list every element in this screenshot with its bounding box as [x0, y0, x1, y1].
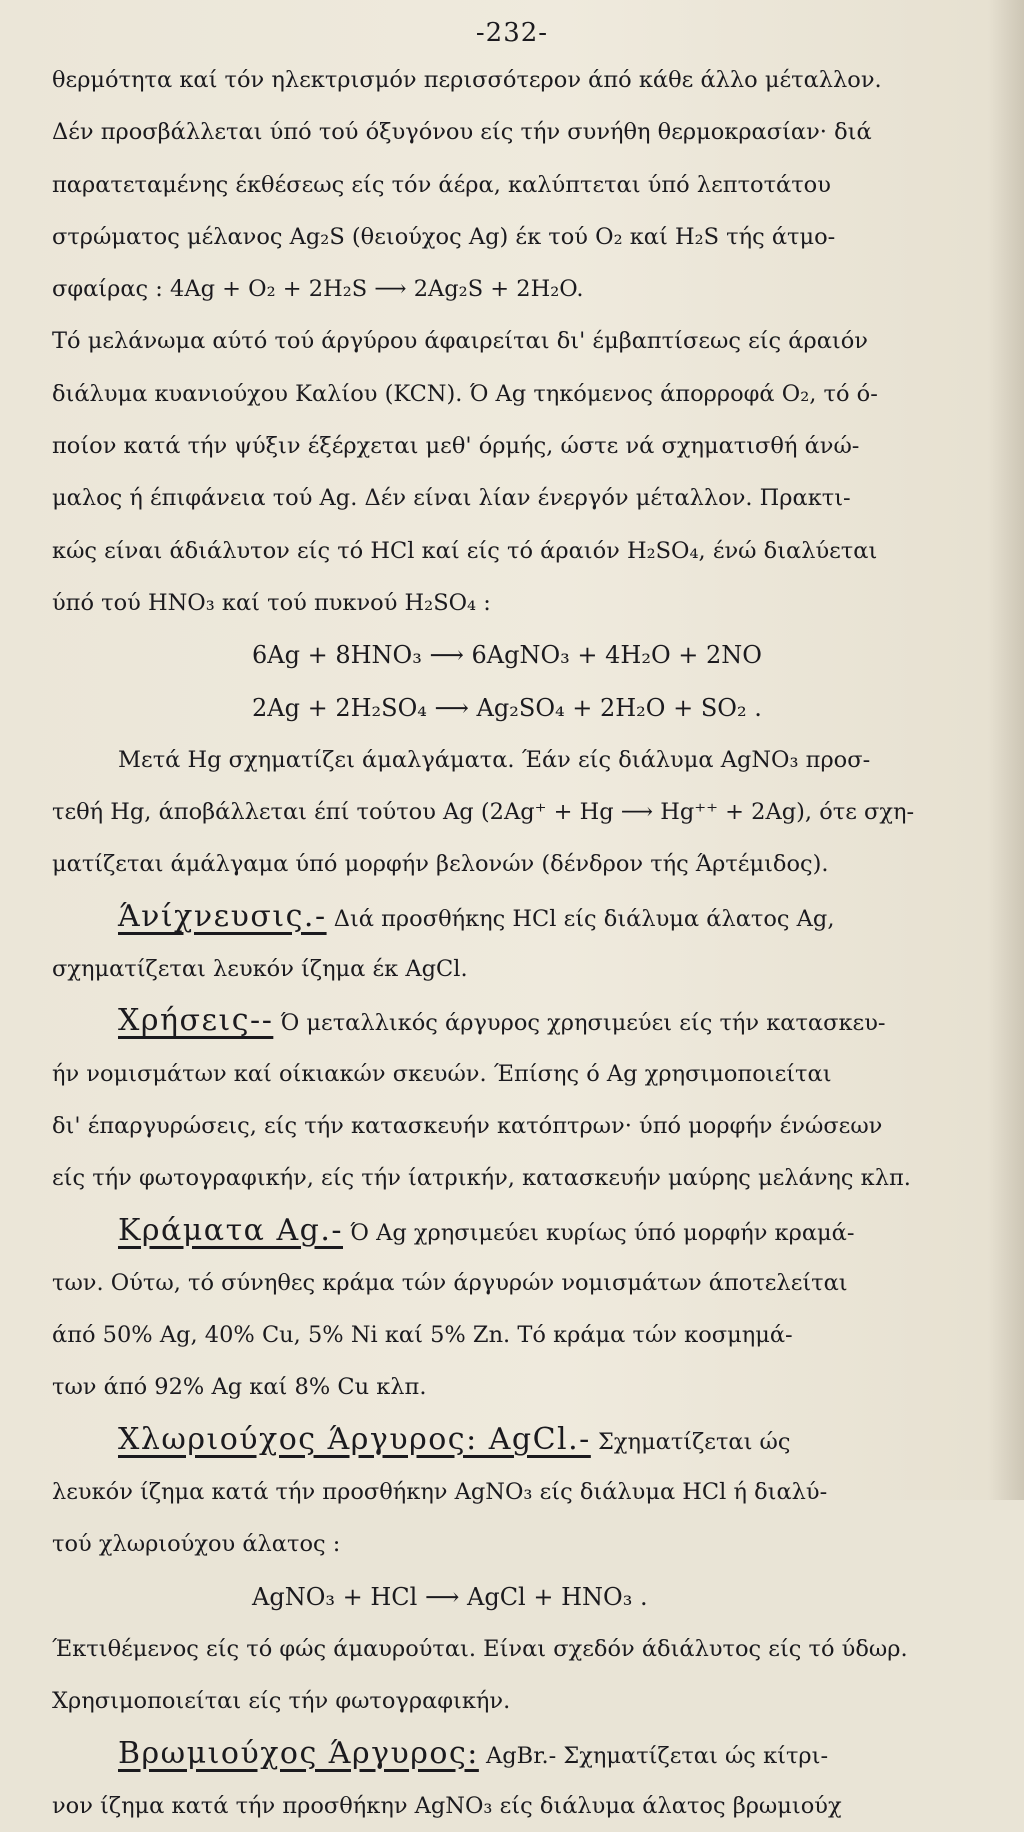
line-text: διάλυμα κυανιούχου Καλίου (KCN). Ό Ag τηκόμενος άπορροφά O₂, τό ό-	[52, 380, 878, 407]
text-line	[52, 525, 992, 577]
page-edge-shadow	[988, 0, 1024, 1500]
line-text: 6Ag + 8HNO₃ ⟶ 6AgNO₃ + 4H₂O + 2NO	[252, 641, 762, 670]
line-text: Μετά Hg σχηματίζει άμαλγάματα. Έάν είς διάλυμα AgNO₃ προσ-	[118, 746, 871, 773]
line-text: άπό 50% Ag, 40% Cu, 5% Ni καί 5% Zn. Τό κράμα τών κοσμημά-	[52, 1322, 793, 1349]
line-text: ποίον κατά τήν ψύξιν έξέρχεται μεθ' όρμής, ώστε νά σχηματισθή άνώ-	[52, 433, 860, 460]
line-text: ήν νομισμάτων καί οίκιακών σκευών. Έπίσης ό Ag χρησιμοποιείται	[52, 1060, 832, 1087]
line-text: AgNO₃ + HCl ⟶ AgCl + HNO₃ .	[252, 1582, 648, 1611]
text-line	[52, 1257, 992, 1309]
line-text: Χρησιμοποιείται είς τήν φωτογραφικήν.	[52, 1688, 511, 1715]
text-line	[52, 54, 992, 106]
line-text: των άπό 92% Ag καί 8% Cu κλπ.	[52, 1374, 427, 1401]
text-line	[52, 1466, 992, 1518]
text-line	[52, 1623, 992, 1675]
text-line	[52, 943, 992, 995]
text-line	[52, 1361, 992, 1413]
text-line	[52, 891, 992, 943]
line-text: Ό μεταλλικός άργυρος χρησιμεύει είς τήν κατασκευ-	[273, 1010, 886, 1037]
text-line	[52, 368, 992, 420]
line-text: στρώματος μέλανος Ag₂S (θειούχος Ag) έκ τού O₂ καί H₂S τής άτμο-	[52, 223, 836, 250]
text-line	[52, 577, 992, 629]
text-line	[52, 159, 992, 211]
text-line	[52, 211, 992, 263]
text-line	[52, 1780, 992, 1832]
line-text: τεθή Hg, άποβάλλεται έπί τούτου Ag (2Ag⁺ + Hg ⟶ Hg⁺⁺ + 2Ag), ότε σχη-	[52, 799, 915, 826]
line-text: νον ίζημα κατά τήν προσθήκην AgNO₃ είς διάλυμα άλατος βρωμιούχ	[52, 1792, 842, 1819]
line-text: ματίζεται άμάλγαμα ύπό μορφήν βελονών (δένδρον τής Άρτέμιδος).	[52, 851, 829, 878]
text-line	[52, 682, 992, 734]
section-heading: Βρωμιούχος Άργυρος:	[118, 1735, 479, 1771]
text-line	[52, 734, 992, 786]
line-text: σχηματίζεται λευκόν ίζημα έκ AgCl.	[52, 956, 468, 983]
line-text: θερμότητα καί τόν ηλεκτρισμόν περισσότερον άπό κάθε άλλο μέταλλον.	[52, 67, 882, 93]
line-text: Έκτιθέμενος είς τό φώς άμαυρούται. Είναι σχεδόν άδιάλυτος είς τό ύδωρ.	[52, 1635, 908, 1662]
text-line	[52, 1205, 992, 1257]
section-heading: Κράματα Ag.-	[118, 1212, 343, 1248]
line-text: είς τήν φωτογραφικήν, είς τήν ίατρικήν, κατασκευήν μαύρης μελάνης κλπ.	[52, 1165, 911, 1192]
line-text: δι' έπαργυρώσεις, είς τήν κατασκευήν κατόπτρων· ύπό μορφήν ένώσεων	[52, 1112, 883, 1139]
section-heading: Χρήσεις--	[118, 1003, 274, 1039]
line-text: μαλος ή έπιφάνεια τού Ag. Δέν είναι λίαν ένεργόν μέταλλον. Πρακτι-	[52, 485, 851, 512]
line-text: Τό μελάνωμα αύτό τού άργύρου άφαιρείται δι' έμβαπτίσεως είς άραιόν	[52, 328, 868, 355]
text-line	[52, 1100, 992, 1152]
line-text: τού χλωριούχου άλατος :	[52, 1531, 341, 1558]
text-line	[52, 315, 992, 367]
line-text: Σχηματίζεται ώς	[590, 1428, 791, 1455]
line-text: Δέν προσβάλλεται ύπό τού όξυγόνου είς τήν συνήθη θερμοκρασίαν· διά	[52, 119, 872, 146]
text-line	[52, 420, 992, 472]
text-line	[52, 786, 992, 838]
line-text: ύπό τού HNO₃ καί τού πυκνού H₂SO₄ :	[52, 589, 491, 616]
text-line	[52, 1518, 992, 1570]
line-text: Ό Ag χρησιμεύει κυρίως ύπό μορφήν κραμά-	[343, 1219, 855, 1246]
section-heading: Χλωριούχος Άργυρος: AgCl.-	[118, 1421, 591, 1457]
line-text: 2Ag + 2H₂SO₄ ⟶ Ag₂SO₄ + 2H₂O + SO₂ .	[252, 693, 762, 722]
text-line	[52, 1571, 992, 1623]
line-text: παρατεταμένης έκθέσεως είς τόν άέρα, καλύπτεται ύπό λεπτοτάτου	[52, 171, 831, 198]
text-line	[52, 1414, 992, 1466]
line-text: AgBr.- Σχηματίζεται ώς κίτρι-	[478, 1742, 829, 1769]
text-line	[52, 106, 992, 158]
line-text: σφαίρας : 4Ag + O₂ + 2H₂S ⟶ 2Ag₂S + 2H₂O.	[52, 276, 584, 303]
text-line	[52, 1152, 992, 1204]
text-line	[52, 263, 992, 315]
line-text: των. Ούτω, τό σύνηθες κράμα τών άργυρών νομισμάτων άποτελείται	[52, 1269, 848, 1296]
line-text: λευκόν ίζημα κατά τήν προσθήκην AgNO₃ είς διάλυμα HCl ή διαλύ-	[52, 1479, 828, 1506]
text-line	[52, 838, 992, 890]
section-heading: Άνίχνευσις.-	[118, 898, 327, 934]
text-line	[52, 1675, 992, 1727]
line-text: κώς είναι άδιάλυτον είς τό HCl καί είς τό άραιόν H₂SO₄, ένώ διαλύεται	[52, 537, 878, 564]
text-line	[52, 472, 992, 524]
line-text: Διά προσθήκης HCl είς διάλυμα άλατος Ag,	[326, 905, 835, 932]
text-line	[52, 1309, 992, 1361]
text-line	[52, 1048, 992, 1100]
text-line	[52, 629, 992, 681]
text-line	[52, 995, 992, 1047]
handwritten-text-block	[52, 54, 992, 1832]
text-line	[52, 1728, 992, 1780]
page-number: -232-	[475, 18, 549, 48]
